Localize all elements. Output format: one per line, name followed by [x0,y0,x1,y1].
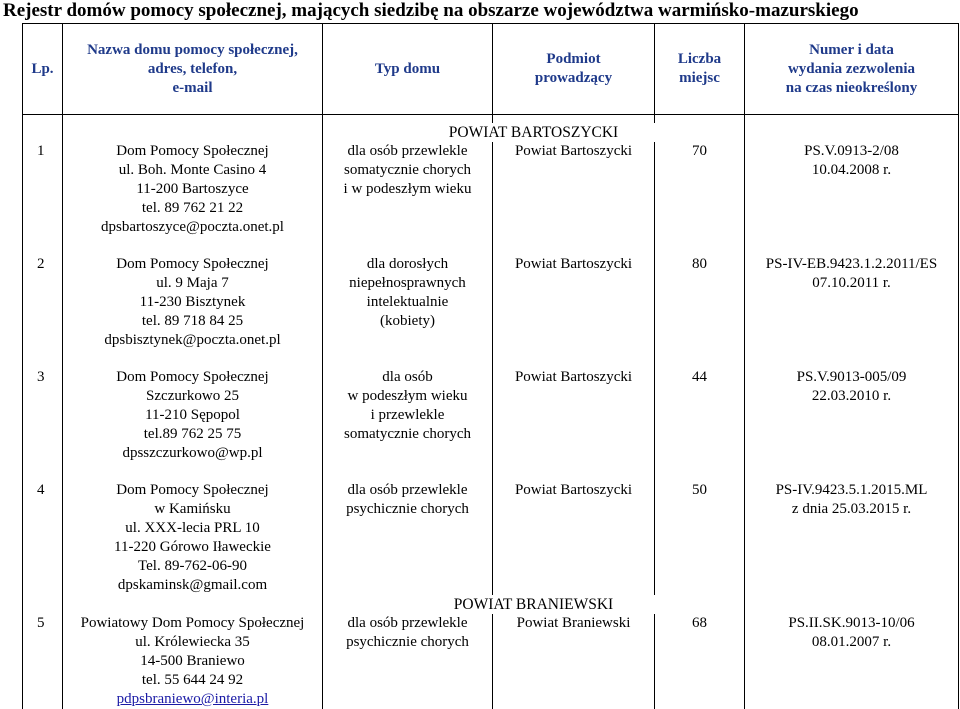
home-type: dla osób przewlekle psychicznie chorych [323,614,493,709]
row-number: 4 [23,481,63,595]
places-count: 50 [655,481,745,595]
home-type: dla osób przewlekle psychicznie chorych [323,481,493,595]
row-number: 3 [23,368,63,463]
header-row [23,24,959,115]
row-number: 5 [23,614,63,709]
header-type: Typ domu [323,24,493,115]
managing-entity: Powiat Bartoszycki [493,481,655,595]
places-count: 80 [655,255,745,350]
section-title: POWIAT BRANIEWSKI [453,596,614,613]
places-count: 44 [655,368,745,463]
home-type: dla osób w podeszłym wieku i przewlekle somatycznie chorych [323,368,493,463]
table-row [23,481,959,595]
register-table [22,23,959,709]
section-header-row [23,595,959,614]
places-count: 68 [655,614,745,709]
table-row [23,614,959,709]
document-title: Rejestr domów pomocy społecznej, mających siedzibę na obszarze województwa warmińsko-mazurskiego [3,0,859,21]
home-type: dla dorosłych niepełnosprawnych intelektualnie (kobiety) [323,255,493,350]
header-places: Liczba miejsc [655,24,745,115]
header-permit: Numer i data wydania zezwolenia na czas nieokreślony [745,24,959,115]
permit-info: PS.V.0913-2/08 10.04.2008 r. [745,142,959,237]
managing-entity: Powiat Bartoszycki [493,368,655,463]
managing-entity: Powiat Bartoszycki [493,142,655,237]
permit-info: PS.II.SK.9013-10/06 08.01.2007 r. [745,614,959,709]
managing-entity: Powiat Bartoszycki [493,255,655,350]
managing-entity: Powiat Braniewski [493,614,655,709]
places-count: 70 [655,142,745,237]
permit-info: PS-IV.9423.5.1.2015.ML z dnia 25.03.2015 r. [745,481,959,595]
table-row [23,142,959,237]
section-header-row [23,123,959,142]
email-link[interactable]: pdpsbraniewo@interia.pl [116,691,269,707]
table-row [23,255,959,350]
home-details-text: Powiatowy Dom Pomocy Społecznej ul. Królewiecka 35 14-500 Braniewo tel. 55 644 24 92 [80,615,305,688]
row-number: 2 [23,255,63,350]
header-lp: Lp. [23,24,63,115]
home-details: Dom Pomocy Społecznej ul. Boh. Monte Casino 4 11-200 Bartoszyce tel. 89 762 21 22 dpsbartoszyce@poczta.onet.pl [63,142,323,237]
table-row [23,368,959,463]
permit-info: PS.V.9013-005/09 22.03.2010 r. [745,368,959,463]
header-entity: Podmiot prowadzący [493,24,655,115]
home-details [63,614,323,709]
row-number: 1 [23,142,63,237]
home-type: dla osób przewlekle somatycznie chorych i w podeszłym wieku [323,142,493,237]
section-title: POWIAT BARTOSZYCKI [448,124,619,141]
home-details: Dom Pomocy Społecznej w Kamińsku ul. XXX-lecia PRL 10 11-220 Górowo Iławeckie Tel. 89-762-06-90 dpskaminsk@gmail.com [63,481,323,595]
home-details: Dom Pomocy Społecznej Szczurkowo 25 11-210 Sępopol tel.89 762 25 75 dpsszczurkowo@wp.pl [63,368,323,463]
header-name: Nazwa domu pomocy społecznej, adres, telefon, e-mail [63,24,323,115]
permit-info: PS-IV-EB.9423.1.2.2011/ES 07.10.2011 r. [745,255,959,350]
home-details: Dom Pomocy Społecznej ul. 9 Maja 7 11-230 Bisztynek tel. 89 718 84 25 dpsbisztynek@poczta.onet.pl [63,255,323,350]
